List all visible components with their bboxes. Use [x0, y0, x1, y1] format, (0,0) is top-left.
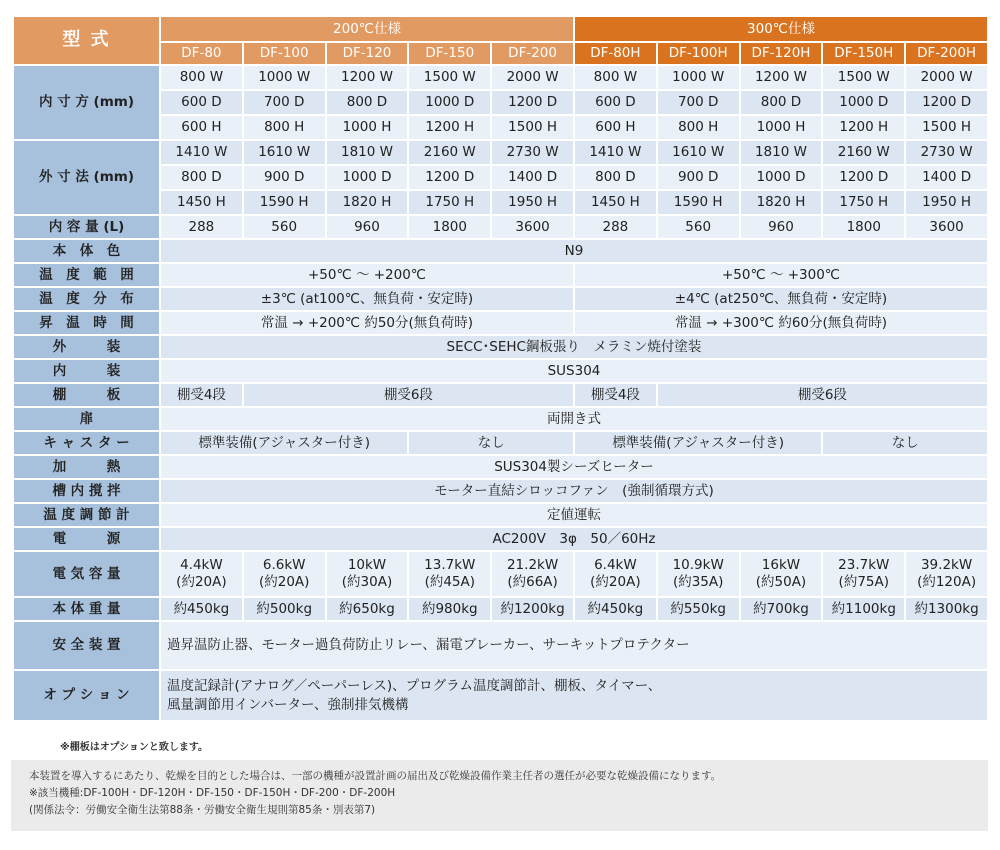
- outer-h-cell: 1820 H: [741, 191, 822, 214]
- outer-dim-label: 外 寸 法 (mm): [14, 141, 159, 214]
- inner-w-cell: 1500 W: [409, 66, 490, 89]
- heat-time-label: 昇 温 時 間: [14, 312, 159, 334]
- outer-w-cell: 1810 W: [741, 141, 822, 164]
- heating-value: SUS304製シーズヒーター: [161, 456, 987, 478]
- spec200-header: 200℃仕様: [161, 17, 573, 41]
- exterior-label: 外 装: [14, 336, 159, 358]
- model-cell: DF-80: [161, 43, 242, 64]
- model-cell: DF-200: [492, 43, 573, 64]
- caster-cell: 標準装備(アジャスター付き): [161, 432, 407, 454]
- electric-cell: [409, 552, 490, 596]
- inner-h-cell: 800 H: [244, 116, 325, 139]
- electric-cell: [741, 552, 822, 596]
- electric-amp: (約75A): [838, 574, 889, 590]
- power-label: 電 源: [14, 528, 159, 550]
- notice-line-2: ※該当機種:DF-100H・DF-120H・DF-150・DF-150H・DF-200・DF-200H: [29, 787, 396, 799]
- electric-label: 電 気 容 量: [14, 552, 159, 596]
- electric-kw: 16kW: [761, 557, 801, 574]
- inner-w-cell: 800 W: [161, 66, 242, 89]
- outer-w-cell: 2730 W: [492, 141, 573, 164]
- electric-cell: [906, 552, 987, 596]
- electric-kw: 4.4kW: [180, 557, 223, 574]
- stirring-value: モーター直結シロッコファン (強制循環方式): [161, 480, 987, 502]
- electric-amp: (約20A): [590, 574, 641, 590]
- door-label: 扉: [14, 408, 159, 430]
- temp-range-label: 温 度 範 囲: [14, 264, 159, 286]
- inner-h-cell: 1500 H: [906, 116, 987, 139]
- outer-w-cell: 2160 W: [409, 141, 490, 164]
- weight-cell: 約1100kg: [823, 598, 904, 620]
- electric-kw: 39.2kW: [920, 557, 973, 574]
- electric-amp: (約45A): [424, 574, 476, 590]
- inner-d-cell: 1200 D: [492, 91, 573, 114]
- exterior-value: SECC･SEHC鋼板張り メラミン焼付塗装: [161, 336, 987, 358]
- outer-d-cell: 800 D: [161, 166, 242, 189]
- power-row: [14, 528, 987, 550]
- outer-w-cell: 1610 W: [244, 141, 325, 164]
- stirring-label: 槽 内 撹 拌: [14, 480, 159, 502]
- inner-w-row: [14, 66, 987, 89]
- electric-amp: (約120A): [917, 574, 977, 590]
- inner-w-cell: 1500 W: [823, 66, 904, 89]
- inner-w-cell: 2000 W: [492, 66, 573, 89]
- inner-h-cell: 600 H: [575, 116, 656, 139]
- caster-label: キ ャ ス タ ー: [14, 432, 159, 454]
- outer-d-cell: 1200 D: [409, 166, 490, 189]
- outer-d-cell: 900 D: [244, 166, 325, 189]
- inner-d-cell: 1200 D: [906, 91, 987, 114]
- electric-cell: [161, 552, 242, 596]
- capacity-cell: 960: [741, 216, 822, 238]
- door-row: [14, 408, 987, 430]
- electric-amp: (約20A): [258, 574, 310, 590]
- outer-h-cell: 1950 H: [492, 191, 573, 214]
- electric-amp: (約66A): [507, 574, 558, 590]
- controller-value: 定値運転: [161, 504, 987, 526]
- options-line-2: 風量調節用インバーター、強制排気機構: [167, 696, 409, 713]
- body-color-row: [14, 240, 987, 262]
- inner-h-row: [14, 116, 987, 139]
- outer-h-cell: 1750 H: [409, 191, 490, 214]
- door-value: 両開き式: [161, 408, 987, 430]
- body-color-label: 本 体 色: [14, 240, 159, 262]
- temp-dist-label: 温 度 分 布: [14, 288, 159, 310]
- capacity-cell: 1800: [409, 216, 490, 238]
- outer-d-cell: 800 D: [575, 166, 656, 189]
- electric-kw: 6.4kW: [594, 557, 637, 574]
- outer-d-cell: 900 D: [658, 166, 739, 189]
- capacity-cell: 288: [161, 216, 242, 238]
- heat-time-200: 常温 → +200℃ 約50分(無負荷時): [161, 312, 573, 334]
- options-label: オ プ シ ョ ン: [14, 671, 159, 720]
- outer-w-row: [14, 141, 987, 164]
- model-cell: DF-150H: [823, 43, 904, 64]
- capacity-cell: 1800: [823, 216, 904, 238]
- shelf-cell: 棚受6段: [658, 384, 987, 406]
- power-value: AC200V 3φ 50／60Hz: [161, 528, 987, 550]
- inner-h-cell: 1200 H: [409, 116, 490, 139]
- shelf-option-note: ※棚板はオプションと致します。: [60, 742, 209, 753]
- caster-row: [14, 432, 987, 454]
- weight-cell: 約550kg: [658, 598, 739, 620]
- caster-cell: なし: [823, 432, 987, 454]
- header-row: [14, 17, 987, 41]
- spec300-header: 300℃仕様: [575, 17, 987, 41]
- weight-label: 本 体 重 量: [14, 598, 159, 620]
- model-cell: DF-100: [244, 43, 325, 64]
- inner-d-cell: 700 D: [244, 91, 325, 114]
- inner-w-cell: 2000 W: [906, 66, 987, 89]
- options-row: [14, 671, 987, 720]
- inner-w-cell: 1200 W: [741, 66, 822, 89]
- outer-d-cell: 1000 D: [327, 166, 408, 189]
- inner-h-cell: 1000 H: [741, 116, 822, 139]
- inner-w-cell: 1000 W: [244, 66, 325, 89]
- capacity-cell: 3600: [906, 216, 987, 238]
- electric-cell: [658, 552, 739, 596]
- inner-w-cell: 1200 W: [327, 66, 408, 89]
- electric-kw: 21.2kW: [506, 557, 559, 574]
- stirring-row: [14, 480, 987, 502]
- shelf-cell: 棚受4段: [161, 384, 242, 406]
- electric-cell: [244, 552, 325, 596]
- inner-d-cell: 1000 D: [823, 91, 904, 114]
- capacity-cell: 288: [575, 216, 656, 238]
- inner-w-cell: 800 W: [575, 66, 656, 89]
- outer-w-cell: 1410 W: [575, 141, 656, 164]
- capacity-label: 内 容 量 (L): [14, 216, 159, 238]
- heat-time-300: 常温 → +300℃ 約60分(無負荷時): [575, 312, 987, 334]
- heating-row: [14, 456, 987, 478]
- outer-w-cell: 2730 W: [906, 141, 987, 164]
- model-cell: DF-150: [409, 43, 490, 64]
- outer-w-cell: 1810 W: [327, 141, 408, 164]
- caster-cell: 標準装備(アジャスター付き): [575, 432, 821, 454]
- inner-dim-label: 内 寸 方 (mm): [14, 66, 159, 139]
- outer-d-cell: 1400 D: [492, 166, 573, 189]
- electric-kw: 10kW: [347, 557, 387, 574]
- temp-dist-300: ±4℃ (at250℃、無負荷・安定時): [575, 288, 987, 310]
- outer-h-cell: 1590 H: [658, 191, 739, 214]
- inner-d-cell: 600 D: [575, 91, 656, 114]
- outer-h-cell: 1950 H: [906, 191, 987, 214]
- electric-row: [14, 552, 987, 596]
- weight-cell: 約980kg: [409, 598, 490, 620]
- inner-d-cell: 1000 D: [409, 91, 490, 114]
- options-line-1: 温度記録計(アナログ／ペーパーレス)、プログラム温度調節計、棚板、タイマー、: [167, 678, 662, 695]
- notice-line-3: (関係法令：労働安全衛生法第88条・労働安全衛生規則第85条・別表第7): [29, 804, 376, 816]
- shelf-cell: 棚受6段: [244, 384, 573, 406]
- weight-row: [14, 598, 987, 620]
- inner-h-cell: 800 H: [658, 116, 739, 139]
- outer-d-cell: 1400 D: [906, 166, 987, 189]
- weight-cell: 約650kg: [327, 598, 408, 620]
- capacity-cell: 960: [327, 216, 408, 238]
- weight-cell: 約450kg: [161, 598, 242, 620]
- spec-table: [12, 15, 989, 722]
- electric-kw: 13.7kW: [424, 557, 476, 574]
- options-value: [161, 671, 987, 720]
- outer-h-cell: 1590 H: [244, 191, 325, 214]
- model-row: [14, 43, 987, 64]
- inner-d-cell: 800 D: [741, 91, 822, 114]
- outer-d-cell: 1200 D: [823, 166, 904, 189]
- electric-amp: (約20A): [176, 574, 227, 590]
- weight-cell: 約450kg: [575, 598, 656, 620]
- heat-time-row: [14, 312, 987, 334]
- shelf-cell: 棚受4段: [575, 384, 656, 406]
- electric-amp: (約35A): [672, 574, 724, 590]
- inner-h-cell: 1200 H: [823, 116, 904, 139]
- inner-d-row: [14, 91, 987, 114]
- outer-h-cell: 1750 H: [823, 191, 904, 214]
- electric-cell: [823, 552, 904, 596]
- inner-h-cell: 1000 H: [327, 116, 408, 139]
- outer-w-cell: 1410 W: [161, 141, 242, 164]
- body-color-value: N9: [161, 240, 987, 262]
- inner-d-cell: 800 D: [327, 91, 408, 114]
- outer-w-cell: 2160 W: [823, 141, 904, 164]
- inner-h-cell: 600 H: [161, 116, 242, 139]
- safety-row: [14, 622, 987, 669]
- electric-kw: 6.6kW: [262, 557, 306, 574]
- capacity-row: [14, 216, 987, 238]
- temp-range-row: [14, 264, 987, 286]
- interior-value: SUS304: [161, 360, 987, 382]
- capacity-cell: 560: [244, 216, 325, 238]
- inner-w-cell: 1000 W: [658, 66, 739, 89]
- electric-cell: [575, 552, 656, 596]
- outer-h-cell: 1450 H: [161, 191, 242, 214]
- shelf-label: 棚 板: [14, 384, 159, 406]
- caster-cell: なし: [409, 432, 573, 454]
- shelf-row: [14, 384, 987, 406]
- temp-dist-200: ±3℃ (at100℃、無負荷・安定時): [161, 288, 573, 310]
- outer-h-cell: 1820 H: [327, 191, 408, 214]
- electric-amp: (約50A): [755, 574, 807, 590]
- temp-dist-row: [14, 288, 987, 310]
- model-cell: DF-120: [327, 43, 408, 64]
- temp-range-300: +50℃ ～ +300℃: [575, 264, 987, 286]
- weight-cell: 約700kg: [741, 598, 822, 620]
- electric-cell: [327, 552, 408, 596]
- safety-label: 安 全 装 置: [14, 622, 159, 669]
- outer-w-cell: 1610 W: [658, 141, 739, 164]
- notice-line-1: 本装置を導入するにあたり、乾燥を目的とした場合は、一部の機種が設置計画の届出及び乾燥設備作業主任者の選任が必要な乾燥設備になります。: [29, 770, 722, 782]
- heating-label: 加 熱: [14, 456, 159, 478]
- electric-amp: (約30A): [341, 574, 393, 590]
- electric-kw: 10.9kW: [672, 557, 724, 574]
- controller-row: [14, 504, 987, 526]
- interior-label: 内 装: [14, 360, 159, 382]
- model-cell: DF-80H: [575, 43, 656, 64]
- temp-range-200: +50℃ ～ +200℃: [161, 264, 573, 286]
- weight-cell: 約1200kg: [492, 598, 573, 620]
- inner-d-cell: 600 D: [161, 91, 242, 114]
- capacity-cell: 560: [658, 216, 739, 238]
- capacity-cell: 3600: [492, 216, 573, 238]
- inner-d-cell: 700 D: [658, 91, 739, 114]
- outer-d-cell: 1000 D: [741, 166, 822, 189]
- exterior-row: [14, 336, 987, 358]
- outer-h-row: [14, 191, 987, 214]
- model-cell: DF-200H: [906, 43, 987, 64]
- controller-label: 温 度 調 節 計: [14, 504, 159, 526]
- electric-kw: 23.7kW: [838, 557, 890, 574]
- safety-value: 過昇温防止器、モーター過負荷防止リレー、漏電ブレーカー、サーキットプロテクター: [161, 622, 987, 669]
- interior-row: [14, 360, 987, 382]
- outer-h-cell: 1450 H: [575, 191, 656, 214]
- outer-d-row: [14, 166, 987, 189]
- regulation-notice: [11, 760, 988, 831]
- electric-cell: [492, 552, 573, 596]
- model-cell: DF-100H: [658, 43, 739, 64]
- weight-cell: 約1300kg: [906, 598, 987, 620]
- weight-cell: 約500kg: [244, 598, 325, 620]
- type-label: 型 式: [14, 17, 159, 64]
- inner-h-cell: 1500 H: [492, 116, 573, 139]
- model-cell: DF-120H: [741, 43, 822, 64]
